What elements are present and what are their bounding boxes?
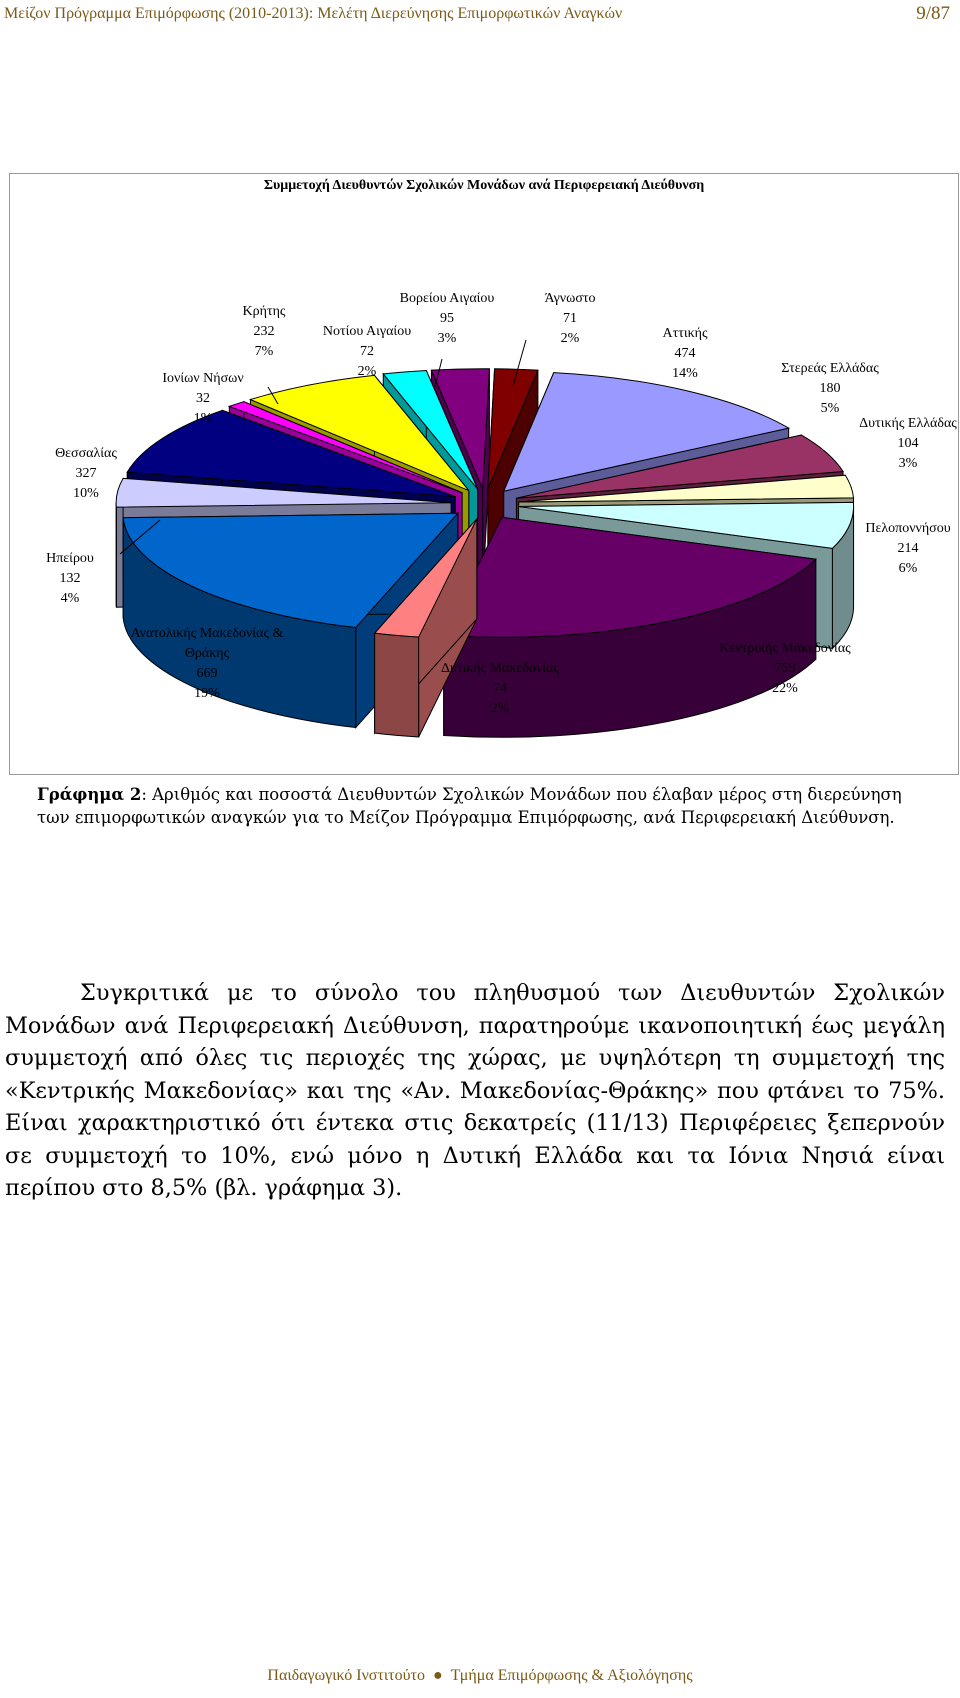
slice-label-13: [323, 322, 411, 382]
page-footer: [0, 1667, 960, 1685]
slice-percent: 14%: [672, 366, 698, 381]
slice-name: Νοτίου Αιγαίου: [322, 324, 412, 339]
slice-percent: 1%: [193, 411, 213, 426]
slice-name: Ανατολικής Μακεδονίας & Θράκης: [130, 626, 284, 661]
running-header-title: Μείζον Πρόγραμμα Επιμόρφωσης (2010-2013): Μελέτη Διερεύνησης Επιμορφωτικών Αναγκών: [4, 5, 623, 22]
pie-chart-frame: [9, 173, 959, 775]
slice-value: 104: [897, 436, 919, 451]
slice-name: Κρήτης: [242, 304, 286, 319]
slice-percent: 2%: [357, 364, 377, 379]
slice-value: 759: [774, 661, 796, 676]
slice-value: 669: [196, 666, 218, 681]
slice-label-7: [441, 659, 559, 719]
slice-percent: 22%: [772, 681, 798, 696]
slice-value: 474: [674, 346, 696, 361]
slice-percent: 7%: [254, 344, 274, 359]
chart-title: Συμμετοχή Διευθυντών Σχολικών Μονάδων ανά Περιφερειακή Διεύθυνση: [263, 178, 705, 193]
slice-value: 132: [59, 571, 81, 586]
slice-value: 74: [492, 681, 507, 696]
slice-value: 71: [563, 311, 577, 326]
slice-name: Δυτικής Ελλάδας: [859, 416, 957, 431]
slice-value: 180: [819, 381, 841, 396]
slice-label-3: [781, 359, 879, 419]
page-number: 9/87: [916, 3, 950, 24]
slice-label-11: [162, 369, 243, 429]
slice-name: Ηπείρου: [46, 551, 94, 566]
slice-label-1: [544, 289, 595, 349]
footer-department: Τμήμα Επιμόρφωσης & Αξιολόγησης: [450, 1667, 693, 1684]
slice-label-14: [400, 289, 495, 349]
slice-percent: 6%: [898, 561, 918, 576]
slice-name: Στερεάς Ελλάδας: [781, 361, 879, 376]
slice-value: 95: [439, 311, 454, 326]
slice-percent: 4%: [60, 591, 80, 606]
figure-caption: [37, 783, 937, 829]
slice-name: Αττικής: [662, 326, 708, 341]
slice-percent: 2%: [560, 331, 580, 346]
slice-name: Άγνωστο: [544, 291, 596, 306]
slice-name: Ιονίων Νήσων: [162, 371, 244, 386]
slice-name: Δυτικής Μακεδονίας: [440, 661, 560, 676]
slice-percent: 19%: [194, 686, 220, 701]
slice-label-6: [719, 639, 850, 699]
footer-institute: Παιδαγωγικό Ινστιτούτο: [267, 1667, 425, 1684]
slice-label-5: [865, 519, 950, 579]
slice-label-4: [859, 414, 957, 474]
slice-percent: 10%: [73, 486, 99, 501]
slice-value: 72: [359, 344, 374, 359]
caption-label: Γράφημα 2: [37, 785, 142, 804]
slice-value: 232: [253, 324, 275, 339]
body-paragraph: Συγκριτικά με το σύνολο του πληθυσμού των Διευθυντών Σχολικών Μονάδων ανά Περιφερειακή Διεύθυνση, παρατηρούμε ικανοποιητική έως μεγάλη συμμετοχή από όλες τις περιοχές της χώρας, με υψηλότερη τη συμμετοχή της «Κεντρικής Μακεδονίας» και της «Αν. Μακεδονίας-Θράκης» που φτάνει το 75%. Είναι χαρακτηριστικό ότι έντεκα στις δεκατρείς (11/13) Περιφέρειες ξεπερνούν σε συμμετοχή το 10%, ενώ μόνο η Δυτική Ελλάδα και τα Ιόνια Νησιά είναι περίπου στο 8,5% (βλ. γράφημα 3).: [5, 980, 945, 1201]
slice-percent: 5%: [820, 401, 840, 416]
slice-label-10: [55, 444, 117, 504]
slice-name: Βορείου Αιγαίου: [399, 291, 495, 306]
slice-value: 327: [75, 466, 97, 481]
slice-name: Πελοποννήσου: [865, 521, 951, 536]
slice-value: 32: [195, 391, 210, 406]
slice-value: 214: [897, 541, 919, 556]
slice-percent: 2%: [490, 701, 510, 716]
slice-percent: 3%: [437, 331, 457, 346]
slice-name: Κεντρικής Μακεδονίας: [719, 641, 851, 656]
footer-bullet: ●: [432, 1667, 443, 1684]
slice-label-9: [46, 549, 94, 609]
slice-label-2: [662, 324, 707, 384]
slice-label-12: [243, 302, 286, 362]
slice-name: Θεσσαλίας: [55, 446, 117, 461]
caption-text: : Αριθμός και ποσοστά Διευθυντών Σχολικών Μονάδων που έλαβαν μέρος στη διερεύνηση των επιμορφωτικών αναγκών για το Μείζον Πρόγραμμα Επιμόρφωσης, ανά Περιφερειακή Διεύθυνση.: [37, 785, 902, 827]
slice-percent: 3%: [898, 456, 918, 471]
slice-label-8: [122, 624, 292, 704]
